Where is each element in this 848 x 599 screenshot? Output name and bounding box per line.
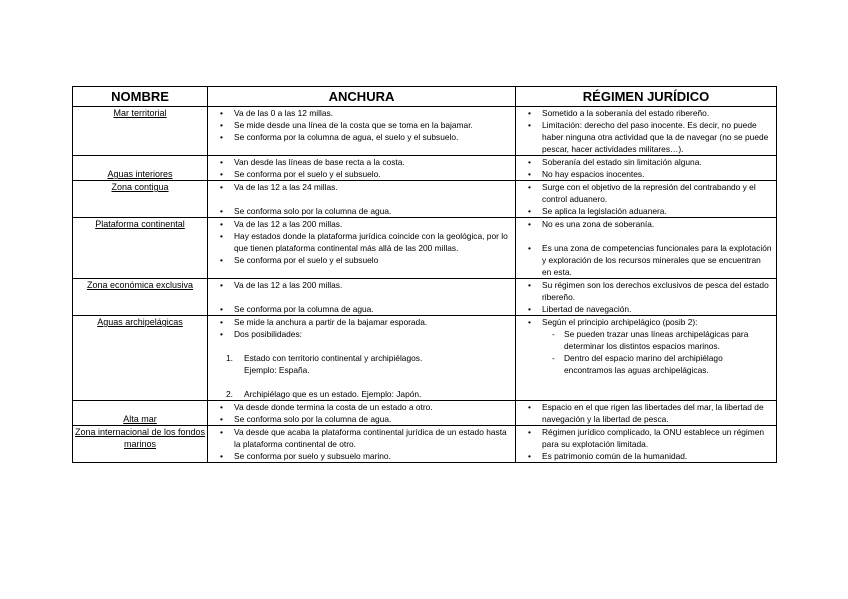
list-item: • No hay espacios inocentes. <box>516 168 776 180</box>
list-item: • Va de las 12 a las 24 millas. <box>208 181 515 193</box>
row-name: Zona económica exclusiva <box>73 279 208 316</box>
header-row <box>73 87 777 107</box>
list-spacer <box>516 230 776 242</box>
item-text: Estado con territorio continental y archipiélagos. <box>244 353 423 363</box>
table-row <box>73 218 777 279</box>
dash-item: - Se pueden trazar unas líneas archipelágicas para determinar los distintos espacios marinos. <box>516 328 776 352</box>
numbered-item <box>208 352 515 376</box>
list-item: • Limitación: derecho del paso inocente. Es decir, no puede haber ninguna otra actividad que la de navegar (no se puede pescar, hacer actividades militares…). <box>516 119 776 155</box>
header-anchura: ANCHURA <box>208 87 516 107</box>
row-regimen <box>516 156 777 181</box>
row-name: Aguas interiores <box>73 156 208 181</box>
row-name: Plataforma continental <box>73 218 208 279</box>
header-nombre: NOMBRE <box>73 87 208 107</box>
list-item: • Dos posibilidades: <box>208 328 515 340</box>
table-row <box>73 401 777 426</box>
row-anchura <box>208 107 516 156</box>
list-item: • Va desde que acaba la plataforma continental jurídica de un estado hasta la plataforma continental de otro. <box>208 426 515 450</box>
list-item: • Se conforma por el suelo y el subsuelo. <box>208 168 515 180</box>
list-item: • Va de las 0 a las 12 millas. <box>208 107 515 119</box>
list-item: • Va de las 12 a las 200 millas. <box>208 218 515 230</box>
list-item: • Soberanía del estado sin limitación alguna. <box>516 156 776 168</box>
row-name: Zona contigua <box>73 181 208 218</box>
row-anchura <box>208 279 516 316</box>
row-regimen <box>516 426 777 463</box>
numbered-item <box>208 388 515 400</box>
list-item: • Libertad de navegación. <box>516 303 776 315</box>
row-name: Aguas archipelágicas <box>73 316 208 401</box>
row-regimen <box>516 316 777 401</box>
row-name: Zona internacional de los fondos marinos <box>73 426 208 463</box>
row-regimen <box>516 218 777 279</box>
list-item: • Se aplica la legislación aduanera. <box>516 205 776 217</box>
table-row <box>73 316 777 401</box>
list-item: • Va de las 12 a las 200 millas. <box>208 279 515 291</box>
dash-item: - Dentro del espacio marino del archipiélago encontramos las aguas archipelágicas. <box>516 352 776 376</box>
list-item: • Es patrimonio común de la humanidad. <box>516 450 776 462</box>
row-anchura <box>208 156 516 181</box>
list-item: • Espacio en el que rigen las libertades del mar, la libertad de navegación y la libertad de pesca. <box>516 401 776 425</box>
list-item: • Se conforma por la columna de agua. <box>208 303 515 315</box>
row-name: Mar territorial <box>73 107 208 156</box>
item-text: Archipiélago que es un estado. Ejemplo: Japón. <box>244 389 422 399</box>
row-regimen <box>516 107 777 156</box>
list-item: • Se conforma por suelo y subsuelo marino. <box>208 450 515 462</box>
table-row <box>73 426 777 463</box>
list-spacer <box>208 291 515 303</box>
list-item: • Según el principio archipelágico (posib 2): <box>516 316 776 328</box>
item-number: 1. <box>226 353 233 363</box>
list-item: • Régimen jurídico complicado, la ONU establece un régimen para su explotación limitada. <box>516 426 776 450</box>
list-item: • Se mide la anchura a partir de la bajamar esporada. <box>208 316 515 328</box>
table-row <box>73 279 777 316</box>
list-item: • Van desde las líneas de base recta a la costa. <box>208 156 515 168</box>
zones-table <box>72 86 777 463</box>
row-anchura <box>208 181 516 218</box>
row-anchura <box>208 218 516 279</box>
spacer <box>208 340 515 352</box>
list-item: • Es una zona de competencias funcionales para la explotación y exploración de los recursos minerales que se encuentran en esta. <box>516 242 776 278</box>
list-item: • Hay estados donde la plataforma jurídica coincide con la geológica, por lo que tienen plataforma continental más allá de las 200 millas. <box>208 230 515 254</box>
list-item: • Se conforma solo por la columna de agua. <box>208 413 515 425</box>
list-item: • Su régimen son los derechos exclusivos de pesca del estado ribereño. <box>516 279 776 303</box>
row-regimen <box>516 401 777 426</box>
item-example: Ejemplo: España. <box>244 365 310 375</box>
row-name: Alta mar <box>73 401 208 426</box>
list-item: • Se conforma solo por la columna de agua. <box>208 205 515 217</box>
row-anchura <box>208 426 516 463</box>
list-item: • Surge con el objetivo de la represión del contrabando y el control aduanero. <box>516 181 776 205</box>
list-item: • Se conforma por la columna de agua, el suelo y el subsuelo. <box>208 131 515 143</box>
list-item: • Va desde donde termina la costa de un estado a otro. <box>208 401 515 413</box>
list-item: • Se mide desde una línea de la costa que se toma en la bajamar. <box>208 119 515 131</box>
row-regimen <box>516 181 777 218</box>
list-spacer <box>208 193 515 205</box>
table-row <box>73 107 777 156</box>
spacer <box>208 376 515 388</box>
list-item: • No es una zona de soberanía. <box>516 218 776 230</box>
item-number: 2. <box>226 389 233 399</box>
row-regimen <box>516 279 777 316</box>
list-item: • Sometido a la soberanía del estado ribereño. <box>516 107 776 119</box>
row-anchura <box>208 316 516 401</box>
table-row <box>73 181 777 218</box>
list-item: • Se conforma por el suelo y el subsuelo <box>208 254 515 266</box>
table-row <box>73 156 777 181</box>
header-regimen: RÉGIMEN JURÍDICO <box>516 87 777 107</box>
row-anchura <box>208 401 516 426</box>
